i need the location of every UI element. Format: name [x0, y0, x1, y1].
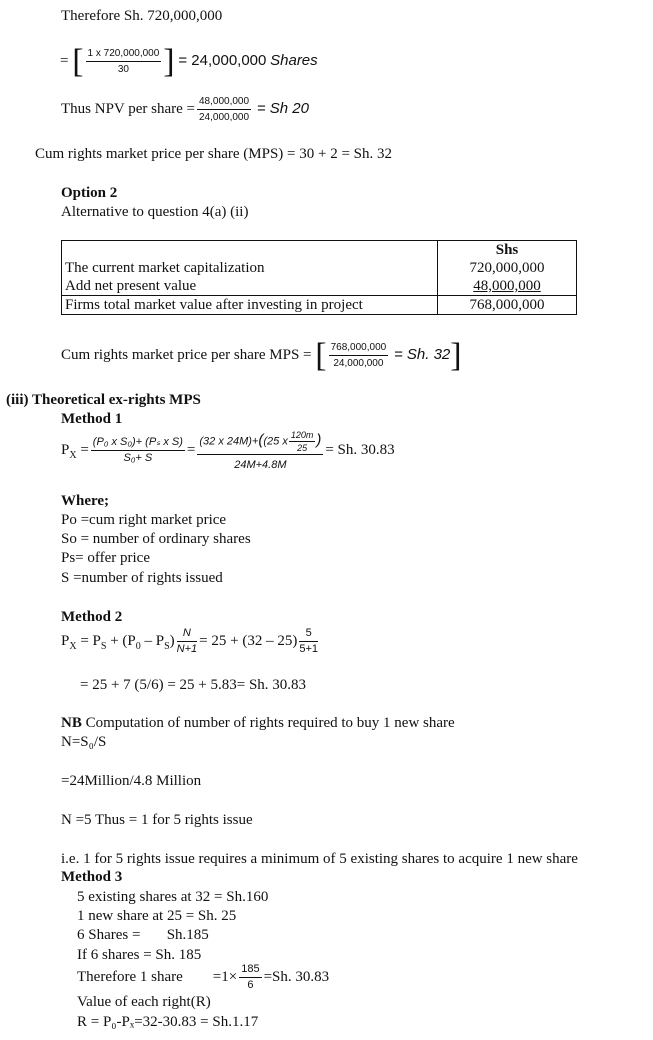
npv-numerator: 48,000,000	[197, 95, 251, 110]
where-title: Where;	[61, 493, 110, 509]
table-cell-value-wrap	[438, 277, 577, 296]
npv-label: Thus NPV per share =	[61, 101, 195, 117]
value-each-right: Value of each right(R)	[77, 994, 211, 1010]
option2-title: Option 2	[61, 185, 118, 201]
eq1-fraction	[86, 47, 162, 76]
inner-fraction	[289, 430, 316, 453]
m2-ps-sub: S	[100, 641, 107, 652]
npv-denominator: 24,000,000	[199, 112, 250, 124]
method3-line: 5 existing shares at 32 = Sh.160	[77, 889, 269, 905]
m2-ps2-sub: S	[164, 641, 170, 652]
numerator-part-b: (25 x	[263, 434, 288, 447]
nb-ie: i.e. 1 for 5 rights issue requires a minimum of 5 existing shares to acquire 1 new share	[61, 851, 578, 867]
inner-denominator: 25	[297, 442, 308, 453]
nb-line	[61, 714, 455, 732]
option2-subtitle: Alternative to question 4(a) (ii)	[61, 204, 249, 220]
one-share-denominator: 6	[247, 979, 254, 992]
table-row	[62, 259, 577, 277]
where-item: Po =cum right market price	[61, 512, 227, 528]
m2-ps: = P	[80, 633, 101, 649]
bracket-left: [	[315, 336, 327, 374]
cum-mps2-denominator: 24,000,000	[333, 358, 384, 370]
eq-result: =Sh. 30.83	[263, 969, 330, 985]
n-fraction	[177, 627, 198, 656]
table-row	[62, 296, 577, 315]
method1-general-numerator: (P₀ x S₀)+ (Pₛ x S)	[91, 436, 185, 451]
m2-close-paren: )	[169, 633, 175, 649]
method1-values-numerator	[197, 430, 323, 455]
paren-close: )	[316, 430, 322, 448]
market-cap-table	[61, 240, 577, 315]
px-label: P	[61, 442, 70, 458]
therefore-line: Therefore Sh. 720,000,000	[61, 8, 223, 24]
npv-result: = Sh 20	[256, 100, 309, 117]
npv-per-share	[61, 94, 309, 124]
table-cell-label: Add net present value	[62, 277, 438, 296]
five-numerator: 5	[299, 627, 318, 642]
method2-title: Method 2	[61, 609, 123, 625]
therefore-label: Therefore 1 share	[77, 969, 183, 985]
table-row	[62, 277, 577, 296]
nb-calc: =24Million/4.8 Million	[61, 773, 202, 789]
where-item: S =number of rights issued	[61, 570, 223, 586]
method1-general-denominator: S₀+ S	[123, 452, 153, 465]
method1-result: = Sh. 30.83	[325, 442, 395, 458]
method3-line: If 6 shares = Sh. 185	[77, 947, 202, 963]
m2-ps2: – P	[144, 633, 165, 649]
bracket-left: [	[72, 42, 84, 80]
cum-mps2-result: = Sh. 32	[393, 346, 451, 363]
m2-p0: + (P	[110, 633, 136, 649]
px-subscript: X	[69, 450, 77, 461]
n-numerator: N	[177, 627, 198, 642]
eq1-denominator: 30	[117, 64, 129, 76]
five-fraction	[299, 627, 318, 656]
where-item: Ps= offer price	[61, 550, 150, 566]
nb-formula: N=S₀/S	[61, 734, 107, 750]
table-cell-blank	[62, 241, 438, 260]
nb-label: NB	[61, 715, 82, 731]
m2-px-sub: X	[69, 641, 77, 652]
method1-values-denominator: 24M+4.8M	[234, 458, 287, 471]
method3-therefore	[77, 962, 329, 992]
nb-text: Computation of number of rights required to buy 1 new share	[81, 715, 455, 731]
table-cell-value: 768,000,000	[438, 296, 577, 315]
table-header-shs: Shs	[438, 241, 577, 260]
cum-mps2-numerator: 768,000,000	[329, 341, 389, 356]
npv-fraction	[197, 95, 251, 124]
eq1-prefix: =	[60, 53, 69, 69]
table-cell-label: The current market capitalization	[62, 259, 438, 277]
n-denominator: N+1	[176, 643, 198, 656]
inner-numerator: 120m	[290, 429, 314, 440]
bracket-right: ]	[450, 336, 462, 374]
m2-px: P	[61, 633, 70, 649]
five-denominator: 5+1	[299, 643, 318, 656]
eq1-numerator: 1 x 720,000,000	[86, 47, 162, 62]
m2-p0-sub: 0	[135, 641, 141, 652]
method3-title: Method 3	[61, 869, 123, 885]
method3-line: 6 Shares = Sh.185	[77, 927, 209, 943]
cum-rights-mps: Cum rights market price per share (MPS) = 30 + 2 = Sh. 32	[35, 146, 392, 162]
method1-title: Method 1	[61, 411, 123, 427]
method2-formula	[61, 624, 320, 664]
bracket-right: ]	[163, 42, 175, 80]
table-row	[62, 241, 577, 260]
cum-mps2-fraction	[329, 341, 389, 370]
table-cell-label: Firms total market value after investing in project	[62, 296, 438, 315]
m2-values: = 25 + (32 – 25)	[199, 633, 298, 649]
paren-open: (	[258, 430, 264, 448]
numerator-part-a: (32 x 24M)+	[199, 434, 259, 447]
method2-calculation: = 25 + 7 (5/6) = 25 + 5.83= Sh. 30.83	[80, 677, 307, 693]
where-item: So = number of ordinary shares	[61, 531, 251, 547]
method1-formula: $P_X$ = $\frac{\text{(P₀ x S₀)+ (Pₛ x S)}}{\text{S₀+ S}}$ = (32 x 24M)+((25 x $\frac{120m}{25}$ ) 24M+4.8M = Sh. 30.83	[61, 429, 395, 471]
one-share-numerator: 185	[239, 963, 261, 978]
table-cell-value: 48,000,000	[473, 278, 541, 294]
section-iii-title: (iii) Theoretical ex-rights MPS	[6, 392, 201, 408]
method1-fraction-general	[91, 436, 185, 465]
eq1-result: = 24,000,000	[178, 52, 267, 69]
r-formula: R = P₀-Pₓ=32-30.83 = Sh.1.17	[77, 1014, 259, 1030]
shares-equation	[60, 44, 318, 79]
eq-prefix: =1×	[212, 969, 238, 985]
cum-mps2-label: Cum rights market price per share MPS =	[61, 347, 312, 363]
eq1-unit: Shares	[270, 52, 318, 69]
cum-rights-mps-2	[61, 337, 462, 373]
method3-line: 1 new share at 25 = Sh. 25	[77, 908, 237, 924]
table-cell-value: 720,000,000	[438, 259, 577, 277]
method1-fraction-values	[197, 430, 323, 472]
one-share-fraction	[239, 963, 261, 992]
nb-result: N =5 Thus = 1 for 5 rights issue	[61, 812, 253, 828]
